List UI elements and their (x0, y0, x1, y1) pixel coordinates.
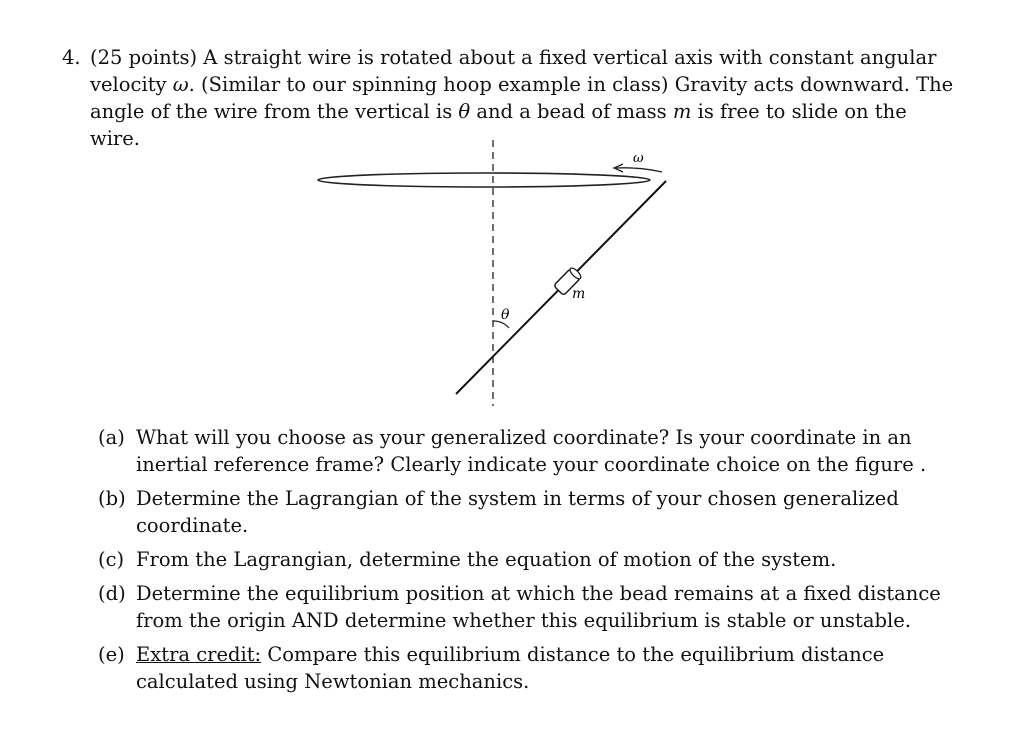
part-label: (c) (98, 548, 125, 571)
stem-text-1: A straight wire is rotated about a fixed vertical axis with constant angular velocity (90, 46, 937, 96)
sub-questions (98, 424, 958, 702)
problem-stem (90, 44, 962, 152)
stem-text-3: and a bead of mass (476, 100, 667, 123)
part-b (98, 485, 958, 539)
extra-credit-label: Extra credit: (136, 643, 262, 666)
part-label: (a) (98, 426, 125, 449)
mass-label: m (572, 286, 586, 302)
mass-symbol: m (672, 100, 692, 123)
problem-statement (62, 44, 962, 152)
part-e (98, 641, 958, 695)
part-text: What will you choose as your generalized coordinate? Is your coordinate in an inertial reference frame? Clearly indicate your coordinate choice on the figure . (136, 426, 927, 476)
part-text: Determine the equilibrium position at which the bead remains at a fixed distance from the origin AND determine whether this equilibrium is stable or unstable. (136, 582, 941, 632)
part-text: Determine the Lagrangian of the system in terms of your chosen generalized coordinate. (136, 487, 899, 537)
part-label: (d) (98, 582, 126, 605)
theta-symbol: θ (458, 100, 471, 123)
part-c (98, 546, 958, 573)
theta-label: θ (501, 307, 510, 323)
rotation-ellipse (318, 173, 650, 187)
omega-symbol: ω (172, 73, 189, 96)
part-d (98, 580, 958, 634)
omega-label: ω (633, 151, 644, 166)
problem-points: (25 points) (90, 46, 198, 69)
part-text: Compare this equilibrium distance to the equilibrium distance calculated using Newtonian mechanics. (136, 643, 885, 693)
part-text: From the Lagrangian, determine the equation of motion of the system. (136, 548, 837, 571)
part-label: (e) (98, 643, 125, 666)
rotating-wire-figure (300, 138, 700, 408)
part-label: (b) (98, 487, 126, 510)
problem-number: 4. (62, 46, 81, 69)
stem-text-2: . (Similar to our spinning hoop example in class) Gravity acts downward. The angle of the wire from the vertical is (90, 73, 954, 123)
stem-text-4: is free to slide on the wire. (90, 100, 907, 150)
part-a (98, 424, 958, 478)
